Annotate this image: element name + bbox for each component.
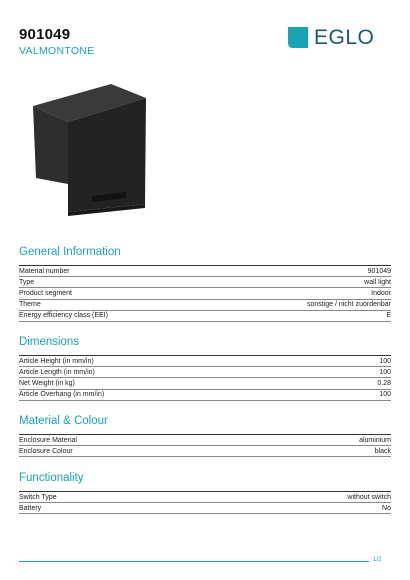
spec-value: 100 (379, 391, 391, 399)
spec-label: Battery (19, 504, 42, 512)
spec-value: without switch (347, 493, 391, 501)
spec-label: Switch Type (19, 493, 57, 501)
spec-row (19, 277, 391, 288)
article-number: 901049 (19, 26, 71, 43)
spec-label: Article Height (in mm/in) (19, 357, 94, 365)
spec-label: Theme (19, 301, 41, 309)
section-functionality (19, 471, 391, 514)
spec-label: Energy efficiency class (EEI) (19, 312, 108, 320)
spec-row (19, 300, 391, 311)
eglo-logo-text: EGLO (314, 25, 375, 49)
section-general-information (19, 245, 391, 322)
spec-value: black (374, 447, 391, 455)
spec-label: Article Overhang (in mm/in) (19, 391, 105, 399)
spec-label: Net Weight (in kg) (19, 379, 75, 387)
spec-row (19, 503, 391, 514)
spec-value: 0.28 (377, 379, 391, 387)
spec-label: Material number (19, 267, 70, 275)
spec-row (19, 435, 391, 446)
spec-value: E (386, 312, 391, 320)
spec-row (19, 390, 391, 401)
spec-row (19, 311, 391, 322)
eglo-logo (288, 26, 392, 48)
spec-label: Article Length (in mm/in) (19, 368, 95, 376)
eglo-logo-mark-icon (288, 27, 308, 48)
product-image (28, 84, 148, 224)
spec-label: Product segment (19, 289, 72, 297)
spec-label: Type (19, 278, 35, 286)
section-dimensions (19, 335, 391, 401)
spec-value: 100 (379, 368, 391, 376)
spec-value: 100 (379, 357, 391, 365)
spec-value: No (382, 504, 391, 512)
spec-row (19, 356, 391, 367)
page-number: 1/2 (373, 557, 382, 563)
spec-value: wall light (364, 278, 391, 286)
spec-value: aluminium (359, 436, 391, 444)
spec-table (19, 434, 391, 457)
spec-row (19, 446, 391, 457)
spec-row (19, 288, 391, 299)
spec-row (19, 492, 391, 503)
spec-label: Enclosure Colour (19, 447, 73, 455)
spec-value: sonstige / nicht zuordenbar (306, 301, 391, 309)
section-title: General Information (19, 246, 121, 258)
section-material-colour (19, 414, 391, 457)
spec-table (19, 355, 391, 401)
spec-row (19, 266, 391, 277)
section-title: Material & Colour (19, 415, 108, 427)
section-title: Dimensions (19, 336, 80, 348)
spec-label: Enclosure Material (19, 436, 77, 444)
spec-value: 901049 (367, 267, 391, 275)
spec-table (19, 491, 391, 514)
spec-value: Indoor (371, 289, 391, 297)
spec-row (19, 367, 391, 378)
spec-table (19, 265, 391, 322)
spec-row (19, 378, 391, 389)
header (19, 26, 95, 57)
footer-line (19, 561, 369, 562)
section-title: Functionality (19, 472, 84, 484)
product-name: VALMONTONE (19, 45, 95, 57)
